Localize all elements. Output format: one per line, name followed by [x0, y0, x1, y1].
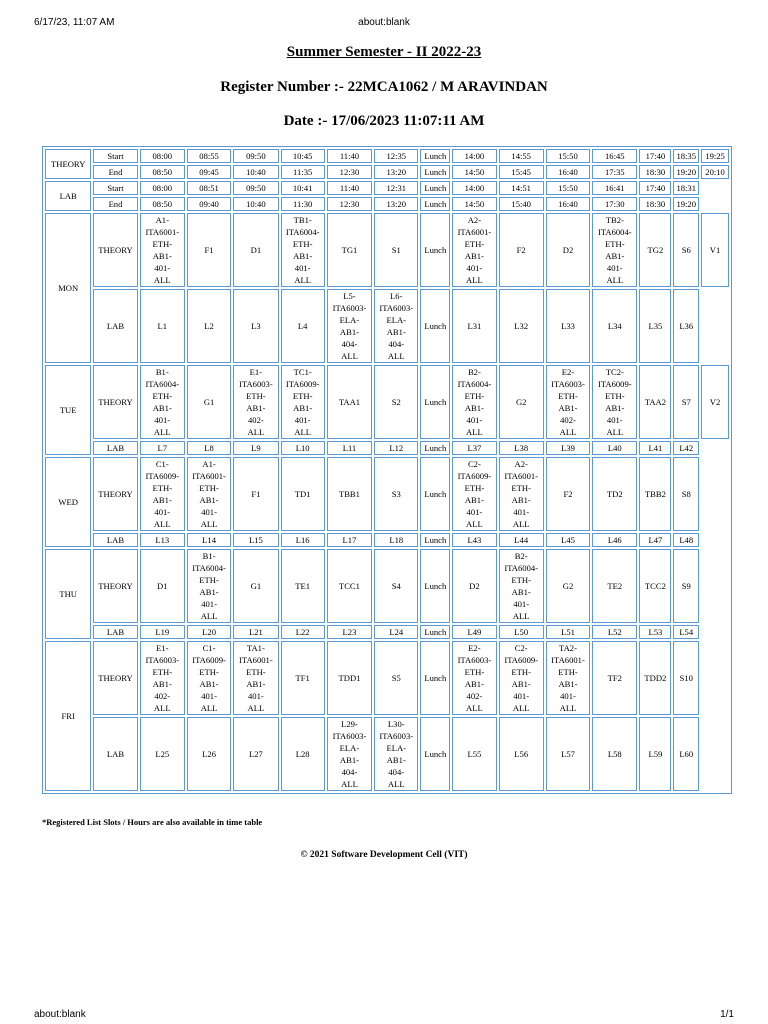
print-footer-url: about:blank: [34, 1009, 86, 1020]
time-cell: 11:30: [281, 197, 325, 211]
slot-cell: C1- ITA6009- ETH- AB1- 401- ALL: [187, 641, 231, 715]
time-cell: 09:45: [187, 165, 231, 179]
time-cell: 16:40: [546, 197, 590, 211]
time-cell: 16:40: [546, 165, 590, 179]
slot-cell: L60: [673, 717, 699, 791]
header-row-lab-end: [45, 197, 729, 211]
slot-cell: S7: [673, 365, 699, 439]
slot-cell: TD2: [592, 457, 637, 531]
lunch-cell: Lunch: [420, 533, 450, 547]
registered-slots-note: *Registered List Slots / Hours are also available in time table: [42, 817, 263, 827]
timetable-container: [42, 146, 732, 794]
slot-cell: TB2- ITA6004- ETH- AB1- 401- ALL: [592, 213, 637, 287]
time-cell: 14:00: [452, 149, 496, 163]
day-row-mon-theory: [45, 213, 729, 287]
time-cell: 08:55: [187, 149, 231, 163]
time-cell: 08:00: [140, 149, 185, 163]
slot-cell: B1- ITA6004- ETH- AB1- 401- ALL: [187, 549, 231, 623]
time-cell: 12:31: [374, 181, 418, 195]
header-row-label: Start: [93, 149, 137, 163]
slot-cell: L35: [639, 289, 671, 363]
row-type-label: LAB: [93, 289, 137, 363]
slot-cell: TG2: [639, 213, 671, 287]
slot-cell: L46: [592, 533, 637, 547]
time-cell: 08:00: [140, 181, 185, 195]
row-type-label: THEORY: [93, 365, 137, 439]
slot-cell: L43: [452, 533, 496, 547]
slot-cell: L16: [281, 533, 325, 547]
time-cell: 10:41: [281, 181, 325, 195]
slot-cell: S8: [673, 457, 699, 531]
slot-cell: TB1- ITA6004- ETH- AB1- 401- ALL: [281, 213, 325, 287]
slot-cell: L47: [639, 533, 671, 547]
slot-cell: L20: [187, 625, 231, 639]
copyright: © 2021 Software Development Cell (VIT): [300, 850, 468, 860]
slot-cell: TCC2: [639, 549, 671, 623]
row-type-label: THEORY: [93, 549, 137, 623]
slot-cell: F2: [499, 213, 544, 287]
time-cell: 13:20: [374, 165, 418, 179]
slot-cell: TG1: [327, 213, 372, 287]
slot-cell: L17: [327, 533, 372, 547]
slot-cell: L54: [673, 625, 699, 639]
day-row-mon-lab: [45, 289, 729, 363]
register-number: Register Number :- 22MCA1062 / M ARAVINDAN: [220, 79, 548, 95]
day-row-wed-theory: [45, 457, 729, 531]
day-label-fri: FRI: [45, 641, 91, 791]
day-row-fri-lab: [45, 717, 729, 791]
slot-cell: L39: [546, 441, 590, 455]
slot-cell: L32: [499, 289, 544, 363]
row-type-label: THEORY: [93, 457, 137, 531]
time-cell: 11:35: [281, 165, 325, 179]
time-cell: 08:51: [187, 181, 231, 195]
row-type-label: LAB: [93, 717, 137, 791]
slot-cell: B2- ITA6004- ETH- AB1- 401- ALL: [499, 549, 544, 623]
header-group-theory: THEORY: [45, 149, 91, 179]
lunch-cell: Lunch: [420, 365, 450, 439]
lunch-cell: Lunch: [420, 457, 450, 531]
time-cell: 16:45: [592, 149, 637, 163]
slot-cell: TE1: [281, 549, 325, 623]
time-cell: 14:00: [452, 181, 496, 195]
slot-cell: E1- ITA6003- ETH- AB1- 402- ALL: [233, 365, 278, 439]
row-type-label: THEORY: [93, 641, 137, 715]
slot-cell: L37: [452, 441, 496, 455]
time-cell: 20:10: [701, 165, 729, 179]
slot-cell: G2: [499, 365, 544, 439]
slot-cell: L40: [592, 441, 637, 455]
day-row-thu-theory: [45, 549, 729, 623]
slot-cell: L56: [499, 717, 544, 791]
slot-cell: L58: [592, 717, 637, 791]
slot-cell: TE2: [592, 549, 637, 623]
slot-cell: L14: [187, 533, 231, 547]
lunch-cell: Lunch: [420, 625, 450, 639]
time-cell: 10:40: [233, 165, 278, 179]
time-cell: 15:50: [546, 181, 590, 195]
time-cell: 15:45: [499, 165, 544, 179]
slot-cell: L11: [327, 441, 372, 455]
time-cell: 16:41: [592, 181, 637, 195]
header-row-label: End: [93, 165, 137, 179]
slot-cell: L8: [187, 441, 231, 455]
slot-cell: S4: [374, 549, 418, 623]
lunch-cell: Lunch: [420, 289, 450, 363]
slot-cell: V1: [701, 213, 729, 287]
slot-cell: TA2- ITA6001- ETH- AB1- 401- ALL: [546, 641, 590, 715]
time-cell: Lunch: [420, 181, 450, 195]
time-cell: 08:50: [140, 197, 185, 211]
slot-cell: F1: [187, 213, 231, 287]
slot-cell: L51: [546, 625, 590, 639]
slot-cell: C1- ITA6009- ETH- AB1- 401- ALL: [140, 457, 185, 531]
slot-cell: S1: [374, 213, 418, 287]
slot-cell: L59: [639, 717, 671, 791]
slot-cell: TC2- ITA6009- ETH- AB1- 401- ALL: [592, 365, 637, 439]
slot-cell: L10: [281, 441, 325, 455]
time-cell: 14:50: [452, 165, 496, 179]
slot-cell: G1: [187, 365, 231, 439]
slot-cell: S3: [374, 457, 418, 531]
slot-cell: L36: [673, 289, 699, 363]
slot-cell: L9: [233, 441, 278, 455]
semester-title: Summer Semester - II 2022-23: [286, 44, 482, 60]
lunch-cell: Lunch: [420, 641, 450, 715]
time-cell: 13:20: [374, 197, 418, 211]
header-group-lab: LAB: [45, 181, 91, 211]
time-cell: 09:50: [233, 181, 278, 195]
slot-cell: E2- ITA6003- ETH- AB1- 402- ALL: [546, 365, 590, 439]
time-cell: 18:35: [673, 149, 699, 163]
slot-cell: L57: [546, 717, 590, 791]
slot-cell: S2: [374, 365, 418, 439]
day-row-thu-lab: [45, 625, 729, 639]
slot-cell: L38: [499, 441, 544, 455]
day-row-fri-theory: [45, 641, 729, 715]
slot-cell: TC1- ITA6009- ETH- AB1- 401- ALL: [281, 365, 325, 439]
time-cell: 12:30: [327, 165, 372, 179]
header-row-theory-start: [45, 149, 729, 163]
slot-cell: L34: [592, 289, 637, 363]
day-label-mon: MON: [45, 213, 91, 363]
row-type-label: LAB: [93, 441, 137, 455]
time-cell: 19:20: [673, 165, 699, 179]
print-page-title: about:blank: [358, 17, 410, 28]
slot-cell: L53: [639, 625, 671, 639]
day-label-thu: THU: [45, 549, 91, 639]
slot-cell: C2- ITA6009- ETH- AB1- 401- ALL: [499, 641, 544, 715]
slot-cell: D1: [233, 213, 278, 287]
slot-cell: L42: [673, 441, 699, 455]
time-cell: 15:50: [546, 149, 590, 163]
time-cell: 10:40: [233, 197, 278, 211]
slot-cell: L45: [546, 533, 590, 547]
slot-cell: L5- ITA6003- ELA- AB1- 404- ALL: [327, 289, 372, 363]
time-cell: 18:30: [639, 197, 671, 211]
slot-cell: D2: [546, 213, 590, 287]
slot-cell: TAA2: [639, 365, 671, 439]
slot-cell: L44: [499, 533, 544, 547]
day-label-wed: WED: [45, 457, 91, 547]
row-type-label: LAB: [93, 625, 137, 639]
slot-cell: L23: [327, 625, 372, 639]
slot-cell: L52: [592, 625, 637, 639]
slot-cell: V2: [701, 365, 729, 439]
lunch-cell: Lunch: [420, 717, 450, 791]
slot-cell: L24: [374, 625, 418, 639]
slot-cell: L3: [233, 289, 278, 363]
slot-cell: L21: [233, 625, 278, 639]
time-cell: 18:30: [639, 165, 671, 179]
slot-cell: TAA1: [327, 365, 372, 439]
time-cell: 14:55: [499, 149, 544, 163]
slot-cell: L12: [374, 441, 418, 455]
day-label-tue: TUE: [45, 365, 91, 455]
day-row-wed-lab: [45, 533, 729, 547]
slot-cell: E1- ITA6003- ETH- AB1- 402- ALL: [140, 641, 185, 715]
slot-cell: L22: [281, 625, 325, 639]
slot-cell: TF1: [281, 641, 325, 715]
slot-cell: A1- ITA6001- ETH- AB1- 401- ALL: [140, 213, 185, 287]
time-cell: 11:40: [327, 181, 372, 195]
header-row-lab-start: [45, 181, 729, 195]
timetable: [42, 146, 732, 794]
time-cell: 19:25: [701, 149, 729, 163]
lunch-cell: Lunch: [420, 213, 450, 287]
slot-cell: TBB1: [327, 457, 372, 531]
slot-cell: A1- ITA6001- ETH- AB1- 401- ALL: [187, 457, 231, 531]
slot-cell: L27: [233, 717, 278, 791]
slot-cell: B2- ITA6004- ETH- AB1- 401- ALL: [452, 365, 496, 439]
slot-cell: A2- ITA6001- ETH- AB1- 401- ALL: [452, 213, 496, 287]
time-cell: 09:50: [233, 149, 278, 163]
slot-cell: L49: [452, 625, 496, 639]
day-row-tue-lab: [45, 441, 729, 455]
slot-cell: S6: [673, 213, 699, 287]
time-cell: 11:40: [327, 149, 372, 163]
time-cell: 10:45: [281, 149, 325, 163]
slot-cell: TD1: [281, 457, 325, 531]
slot-cell: D1: [140, 549, 185, 623]
slot-cell: E2- ITA6003- ETH- AB1- 402- ALL: [452, 641, 496, 715]
time-cell: 09:40: [187, 197, 231, 211]
slot-cell: L4: [281, 289, 325, 363]
slot-cell: TCC1: [327, 549, 372, 623]
print-datetime: 6/17/23, 11:07 AM: [34, 17, 115, 28]
slot-cell: TDD1: [327, 641, 372, 715]
slot-cell: C2- ITA6009- ETH- AB1- 401- ALL: [452, 457, 496, 531]
slot-cell: L13: [140, 533, 185, 547]
day-row-tue-theory: [45, 365, 729, 439]
time-cell: 17:40: [639, 149, 671, 163]
row-type-label: THEORY: [93, 213, 137, 287]
slot-cell: L28: [281, 717, 325, 791]
slot-cell: L30- ITA6003- ELA- AB1- 404- ALL: [374, 717, 418, 791]
slot-cell: TF2: [592, 641, 637, 715]
slot-cell: D2: [452, 549, 496, 623]
slot-cell: S10: [673, 641, 699, 715]
time-cell: 14:51: [499, 181, 544, 195]
slot-cell: L50: [499, 625, 544, 639]
time-cell: 17:40: [639, 181, 671, 195]
slot-cell: L15: [233, 533, 278, 547]
slot-cell: L33: [546, 289, 590, 363]
slot-cell: L48: [673, 533, 699, 547]
time-cell: 14:50: [452, 197, 496, 211]
time-cell: 18:31: [673, 181, 699, 195]
slot-cell: L31: [452, 289, 496, 363]
slot-cell: L19: [140, 625, 185, 639]
time-cell: 15:40: [499, 197, 544, 211]
time-cell: 19:20: [673, 197, 699, 211]
slot-cell: G1: [233, 549, 278, 623]
slot-cell: F1: [233, 457, 278, 531]
slot-cell: L1: [140, 289, 185, 363]
header-row-theory-end: [45, 165, 729, 179]
header-row-label: End: [93, 197, 137, 211]
slot-cell: L26: [187, 717, 231, 791]
lunch-cell: Lunch: [420, 441, 450, 455]
slot-cell: L7: [140, 441, 185, 455]
time-cell: 12:35: [374, 149, 418, 163]
time-cell: Lunch: [420, 149, 450, 163]
slot-cell: L25: [140, 717, 185, 791]
header-row-label: Start: [93, 181, 137, 195]
slot-cell: L41: [639, 441, 671, 455]
slot-cell: TBB2: [639, 457, 671, 531]
time-cell: 08:50: [140, 165, 185, 179]
time-cell: 17:30: [592, 197, 637, 211]
time-cell: Lunch: [420, 197, 450, 211]
lunch-cell: Lunch: [420, 549, 450, 623]
slot-cell: B1- ITA6004- ETH- AB1- 401- ALL: [140, 365, 185, 439]
slot-cell: TDD2: [639, 641, 671, 715]
time-cell: 17:35: [592, 165, 637, 179]
slot-cell: S9: [673, 549, 699, 623]
time-cell: 12:30: [327, 197, 372, 211]
slot-cell: L18: [374, 533, 418, 547]
time-cell: Lunch: [420, 165, 450, 179]
slot-cell: TA1- ITA6001- ETH- AB1- 401- ALL: [233, 641, 278, 715]
slot-cell: L6- ITA6003- ELA- AB1- 404- ALL: [374, 289, 418, 363]
slot-cell: A2- ITA6001- ETH- AB1- 401- ALL: [499, 457, 544, 531]
slot-cell: S5: [374, 641, 418, 715]
report-date: Date :- 17/06/2023 11:07:11 AM: [283, 113, 485, 129]
slot-cell: L55: [452, 717, 496, 791]
slot-cell: G2: [546, 549, 590, 623]
print-page-number: 1/1: [720, 1009, 734, 1020]
slot-cell: L29- ITA6003- ELA- AB1- 404- ALL: [327, 717, 372, 791]
slot-cell: L2: [187, 289, 231, 363]
row-type-label: LAB: [93, 533, 137, 547]
slot-cell: F2: [546, 457, 590, 531]
